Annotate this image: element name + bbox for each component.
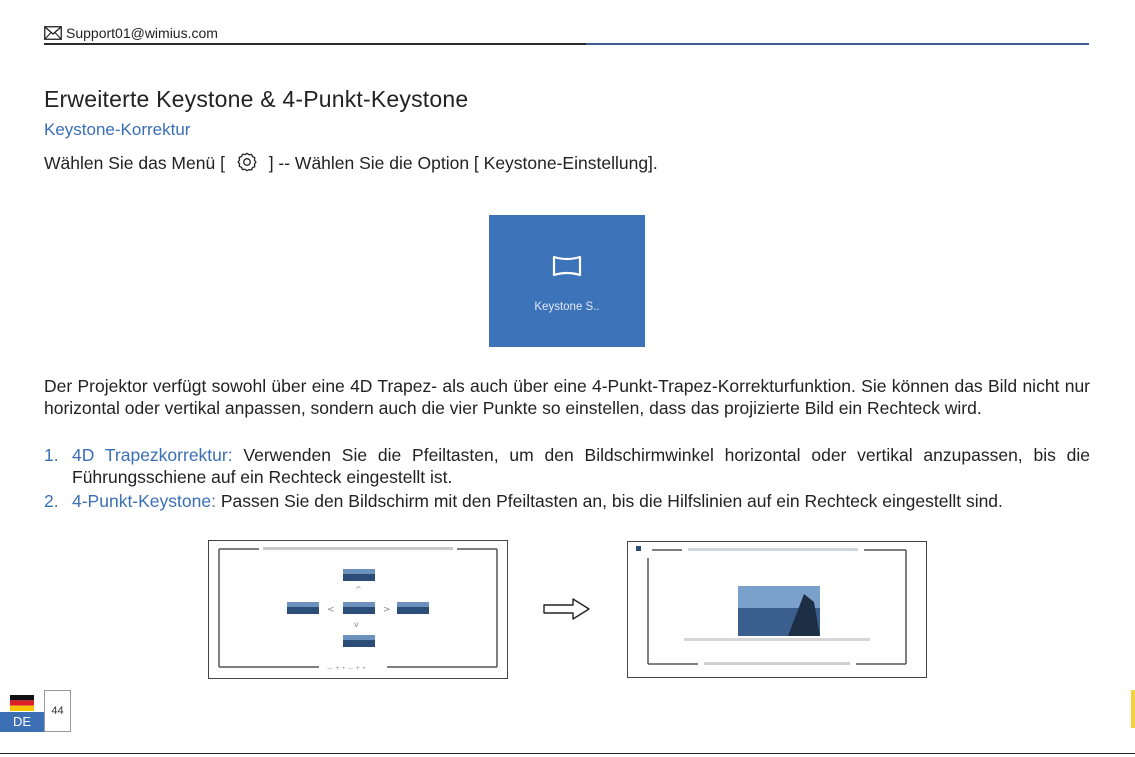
list-item [44,490,1090,512]
list-item-number: 1. [44,445,59,465]
support-email[interactable]: Support01@wimius.com [66,25,218,41]
illustration-4-point-keystone [627,541,927,678]
illustration-4-point-keystone-graphic [628,542,926,677]
list-item-number: 2. [44,491,59,511]
section-subtitle: Keystone-Korrektur [44,120,191,139]
menu-instruction-part1: Wählen Sie das Menü [ [44,153,225,173]
keystone-tile-label: Keystone S.. [534,301,600,313]
keystone-icon [551,253,583,279]
list-item [44,444,1090,488]
bottom-rule [0,753,1135,754]
german-flag-icon [10,695,34,711]
svg-text:<: < [327,605,335,615]
edge-tab [1131,690,1135,728]
menu-instruction [44,151,658,174]
arrow-right-icon [543,597,591,621]
svg-text:^: ^ [355,585,362,594]
mail-icon [44,26,62,40]
list-item-text: Verwenden Sie die Pfeiltasten, um den Bildschirmwinkel horizontal oder vertikal anzupassen, bis die Führungsschiene auf ein Rechteck eingestellt ist. [72,445,1090,487]
keystone-settings-tile[interactable] [489,215,645,347]
list-item-label: 4-Punkt-Keystone: [72,491,216,511]
menu-instruction-part2: ] -- Wählen Sie die Option [ Keystone-Einstellung]. [268,153,658,173]
list-item-text: Passen Sie den Bildschirm mit den Pfeiltasten an, bis die Hilfslinien auf ein Rechteck eingestellt sind. [215,491,1003,511]
language-badge: DE [0,712,44,732]
svg-text:v: v [354,620,359,629]
svg-text:>: > [383,605,391,615]
svg-text:— + • — + •: — + • — + • [327,665,366,672]
page-number: 44 [44,690,71,732]
page-title: Erweiterte Keystone & 4-Punkt-Keystone [44,86,469,112]
header-rule-blue [586,43,1089,45]
header-rule-dark [44,43,586,45]
description-paragraph: Der Projektor verfügt sowohl über eine 4D Trapez- als auch über eine 4-Punkt-Trapez-Korrekturfunktion. Sie können das Bild nicht nur horizontal oder vertikal anpassen, sondern auch die vier Punkte so einstellen, dass das projizierte Bild ein Rechteck wird. [44,376,1090,418]
illustration-4d-keystone [208,540,508,679]
illustration-4d-keystone-graphic [209,541,507,678]
list-item-label: 4D Trapezkorrektur: [72,445,233,465]
settings-gear-icon [236,151,258,173]
